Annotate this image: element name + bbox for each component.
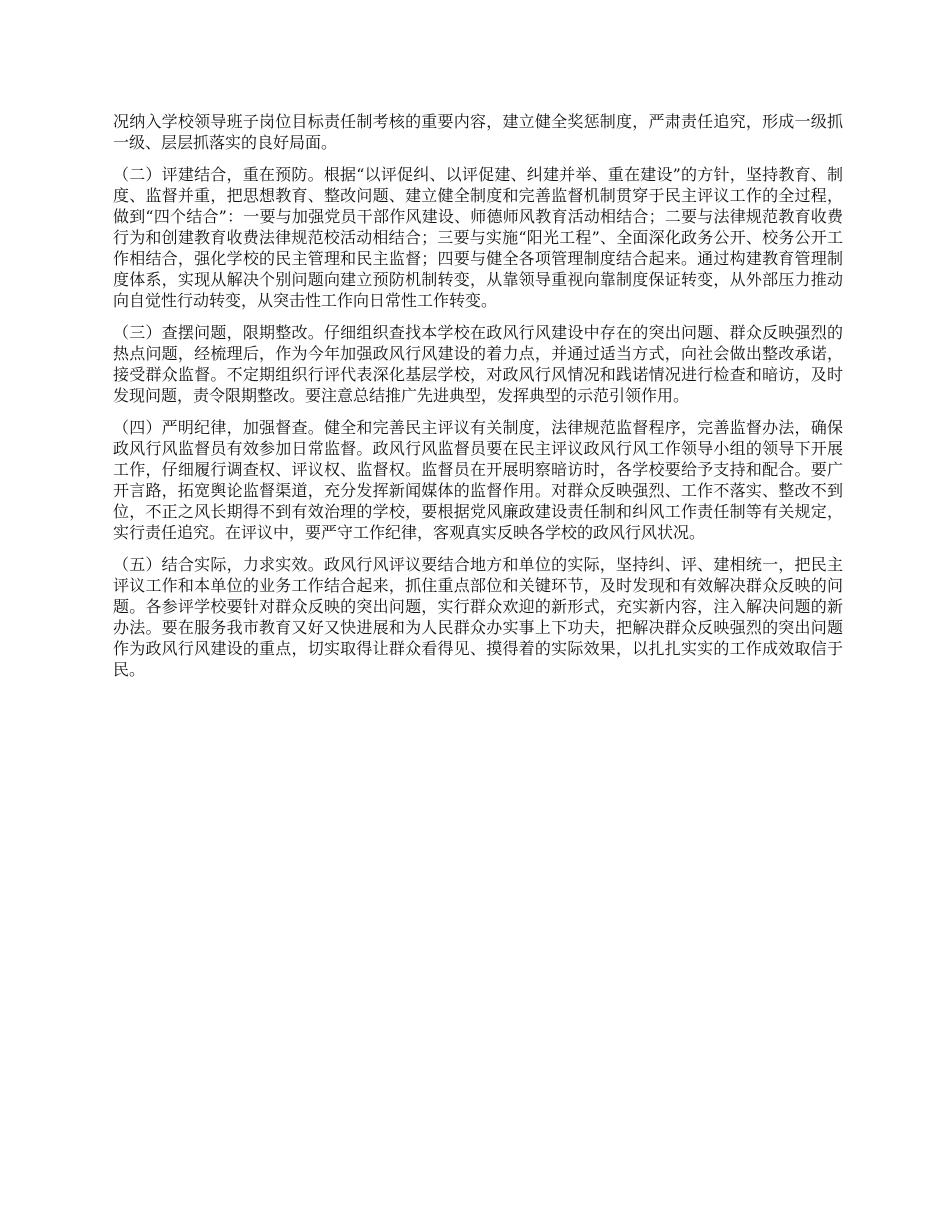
paragraph-continuation: 况纳入学校领导班子岗位目标责任制考核的重要内容，建立健全奖惩制度，严肃责任追究，形成一级抓一级、层层抓落实的良好局面。 — [113, 112, 843, 152]
paragraph-section-5: （五）结合实际，力求实效。政风行风评议要结合地方和单位的实际，坚持纠、评、建相统一，把民主评议工作和本单位的业务工作结合起来，抓住重点部位和关键环节，及时发现和有效解决群众反映的问题。各参评学校要针对群众反映的突出问题，实行群众欢迎的新形式，充实新内容，注入解决问题的新办法。要在服务我市教育又好又快进展和为人民群众办实事上下功夫，把解决群众反映强烈的突出问题作为政风行风建设的重点，切实取得让群众看得见、摸得着的实际效果，以扎扎实实的工作成效取信于民。 — [113, 555, 843, 679]
paragraph-section-4: （四）严明纪律，加强督查。健全和完善民主评议有关制度，法律规范监督程序，完善监督办法，确保政风行风监督员有效参加日常监督。政风行风监督员要在民主评议政风行风工作领导小组的领导下开展工作，仔细履行调查权、评议权、监督权。监督员在开展明察暗访时，各学校要给予支持和配合。要广开言路，拓宽舆论监督渠道，充分发挥新闻媒体的监督作用。对群众反映强烈、工作不落实、整改不到位，不正之风长期得不到有效治理的学校，要根据党风廉政建设责任制和纠风工作责任制等有关规定，实行责任追究。在评议中，要严守工作纪律，客观真实反映各学校的政风行风状况。 — [113, 418, 843, 542]
paragraph-section-2: （二）评建结合，重在预防。根据“以评促纠、以评促建、纠建并举、重在建设”的方针，坚持教育、制度、监督并重，把思想教育、整改问题、建立健全制度和完善监督机制贯穿于民主评议工作的全过程，做到“四个结合”：一要与加强党员干部作风建设、师德师风教育活动相结合；二要与法律规范教育收费行为和创建教育收费法律规范校活动相结合；三要与实施“阳光工程”、全面深化政务公开、校务公开工作相结合，强化学校的民主管理和民主监督；四要与健全各项管理制度结合起来。通过构建教育管理制度体系，实现从解决个别问题向建立预防机制转变，从靠领导重视向靠制度保证转变，从外部压力推动向自觉性行动转变，从突击性工作向日常性工作转变。 — [113, 165, 843, 310]
paragraph-section-3: （三）查摆问题，限期整改。仔细组织查找本学校在政风行风建设中存在的突出问题、群众反映强烈的热点问题，经梳理后，作为今年加强政风行风建设的着力点，并通过适当方式，向社会做出整改承诺，接受群众监督。不定期组织行评代表深化基层学校，对政风行风情况和践诺情况进行检查和暗访，及时发现问题，责令限期整改。要注意总结推广先进典型，发挥典型的示范引领作用。 — [113, 323, 843, 405]
document-body — [113, 111, 843, 691]
